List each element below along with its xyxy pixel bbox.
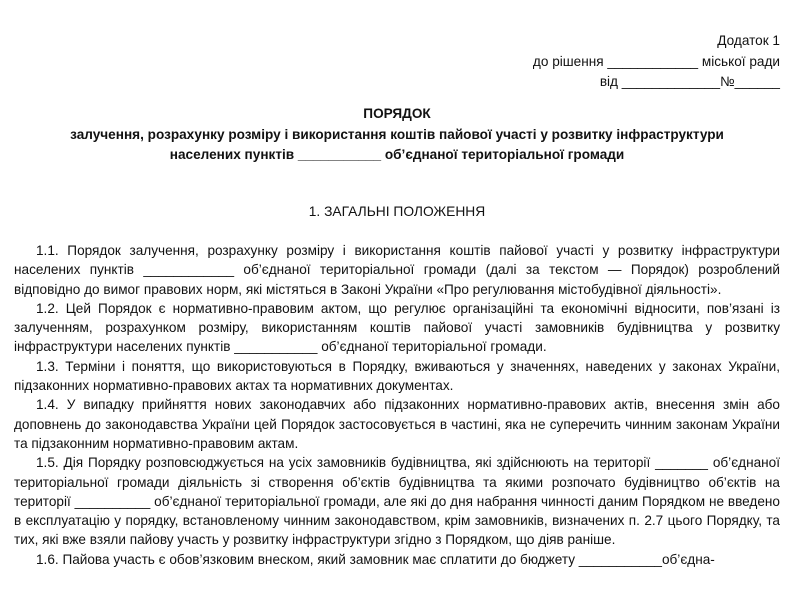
title-subtitle-line-2: населених пунктів ___________ об’єднаної територіальної громади: [169, 147, 625, 162]
annex-decision-line: до рішення ____________ міської ради: [532, 53, 780, 69]
annex-block: [533, 31, 780, 93]
paragraph-1-5: 1.5. Дія Порядку розповсюджується на усіх замовників будівництва, які здійснюють на території _______ об’єднаної територіальної громади діяльність зі створення об’єктів будівництва та якими розпочато будівництво об’єктів на території __________ об’єднаної територіальної громади, але які до дня набрання чинності даним Порядком не введено в експлуатацію у порядку, встановленому чинним законодавством, крім замовників, визначених п. 2.7 цього Порядку, та тих, які вже взяли пайову участь у розвитку інфраструктури згідно з Порядком, що діяв раніше.: [14, 455, 780, 548]
paragraph-1-6: 1.6. Пайова участь є обов’язковим внеском, який замовник має сплатити до бюджету ___________об’єдна-: [36, 551, 715, 567]
document-title: [20, 104, 774, 166]
paragraph-1-1: 1.1. Порядок залучення, розрахунку розміру і використання коштів пайової участі у розвитку інфраструктури населених пунктів ____________ об’єднаної територіальної громади (далі за текстом — Порядок) розроблений відповідно до вимог правових норм, які містяться в Законі України «Про регулювання містобудівної діяльності».: [14, 243, 780, 297]
title-subtitle-line-1: залучення, розрахунку розміру і використання коштів пайової участі у розвитку інфраструктури: [70, 126, 724, 142]
title-heading: ПОРЯДОК: [363, 106, 431, 121]
annex-number: Додаток 1: [717, 33, 780, 48]
annex-date-number-line: від _____________№______: [599, 74, 780, 89]
paragraph-1-2: 1.2. Цей Порядок є нормативно-правовим актом, що регулює організаційні та економічні відносити, пов’язані із залученням, розрахунком розміру, використанням коштів пайової участі замовників будівництва у розвитку інфраструктури населених пунктів ___________ об’єднаної територіальної громади.: [14, 300, 780, 355]
paragraph-1-4: 1.4. У випадку прийняття нових законодавчих або підзаконних нормативно-правових актів, внесення змін або доповнень до законодавства України цей Порядок застосовується в частині, яка не суперечить чинним законам України та підзаконним нормативно-правовим актам.: [14, 397, 780, 451]
section-heading: 1. ЗАГАЛЬНІ ПОЛОЖЕННЯ: [308, 204, 486, 219]
document-body: [14, 241, 780, 569]
paragraph-1-3: 1.3. Терміни і поняття, що використовуються в Порядку, вживаються у значеннях, наведених у законах України, підзаконних нормативно-правових актах та нормативних документах.: [14, 358, 780, 394]
